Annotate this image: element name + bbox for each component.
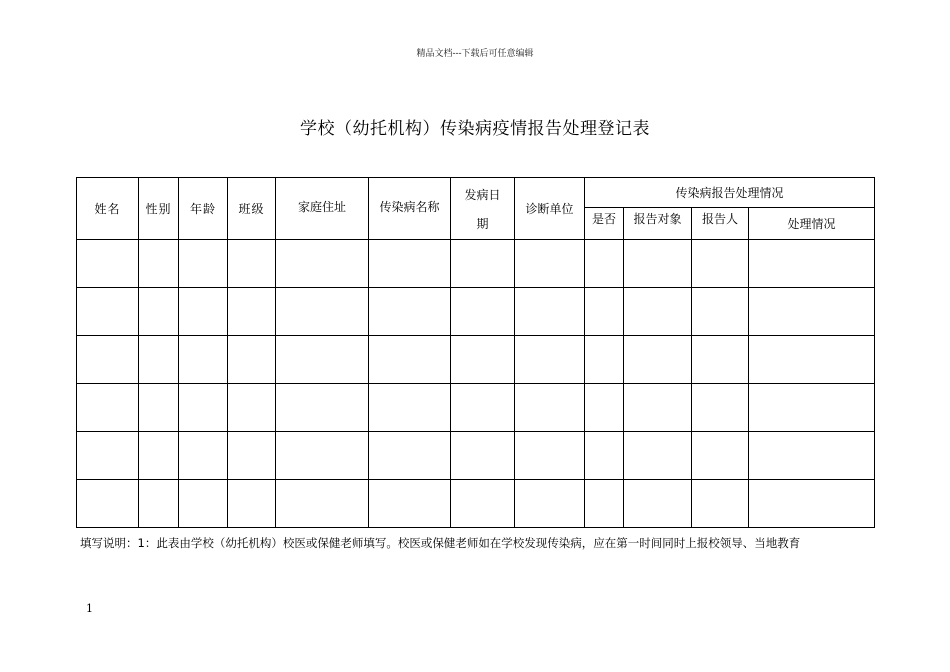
table-cell[interactable] (77, 288, 139, 336)
col-header-age: 年龄 (179, 178, 228, 240)
table-cell[interactable] (139, 240, 179, 288)
table-cell[interactable] (369, 240, 451, 288)
table-row (77, 432, 875, 480)
table-row (77, 336, 875, 384)
table-cell[interactable] (228, 240, 276, 288)
table-cell[interactable] (749, 384, 875, 432)
table-cell[interactable] (585, 288, 624, 336)
table-cell[interactable] (179, 336, 228, 384)
col-header-onset-date-line2: 期 (476, 216, 489, 231)
table-row (77, 384, 875, 432)
table-cell[interactable] (179, 240, 228, 288)
table-cell[interactable] (228, 384, 276, 432)
table-cell[interactable] (77, 336, 139, 384)
col-header-name: 姓名 (77, 178, 139, 240)
col-header-diagnosis-unit: 诊断单位 (515, 178, 585, 240)
table-cell[interactable] (585, 432, 624, 480)
col-header-reported: 是否 (585, 208, 624, 240)
table-cell[interactable] (515, 432, 585, 480)
table-cell[interactable] (139, 384, 179, 432)
table-row (77, 240, 875, 288)
table-cell[interactable] (451, 240, 515, 288)
table-cell[interactable] (228, 288, 276, 336)
table-row (77, 288, 875, 336)
table-cell[interactable] (451, 480, 515, 528)
table-cell[interactable] (139, 288, 179, 336)
col-header-disease: 传染病名称 (369, 178, 451, 240)
table-cell[interactable] (692, 288, 749, 336)
table-cell[interactable] (451, 432, 515, 480)
table-cell[interactable] (139, 336, 179, 384)
table-cell[interactable] (749, 240, 875, 288)
table-cell[interactable] (451, 384, 515, 432)
col-header-address: 家庭住址 (276, 178, 369, 240)
table-cell[interactable] (276, 240, 369, 288)
col-header-onset-date-line1: 发病日 (464, 187, 501, 202)
table-cell[interactable] (228, 336, 276, 384)
table-cell[interactable] (451, 336, 515, 384)
col-header-report-target: 报告对象 (624, 208, 692, 240)
table-cell[interactable] (179, 384, 228, 432)
table-cell[interactable] (77, 432, 139, 480)
footnote: 填写说明：1：此表由学校（幼托机构）校医或保健老师填写。校医或保健老师如在学校发现传染病，应在第一时间同时上报校领导、当地教育 (80, 536, 801, 550)
table-cell[interactable] (585, 384, 624, 432)
table-cell[interactable] (624, 480, 692, 528)
table-cell[interactable] (228, 480, 276, 528)
table-cell[interactable] (692, 384, 749, 432)
table-cell[interactable] (515, 240, 585, 288)
header-note: 精品文档---下载后可任意编辑 (416, 49, 534, 59)
table-row (77, 480, 875, 528)
table-cell[interactable] (692, 480, 749, 528)
col-header-handling: 处理情况 (749, 208, 875, 240)
table-cell[interactable] (77, 480, 139, 528)
page-number: 1 (86, 602, 93, 615)
col-header-class: 班级 (228, 178, 276, 240)
table-cell[interactable] (749, 432, 875, 480)
registration-table (76, 177, 875, 528)
table-cell[interactable] (624, 336, 692, 384)
table-cell[interactable] (139, 480, 179, 528)
table-cell[interactable] (585, 240, 624, 288)
table-cell[interactable] (276, 384, 369, 432)
table-cell[interactable] (276, 288, 369, 336)
col-header-report-group: 传染病报告处理情况 (585, 178, 875, 208)
table-cell[interactable] (515, 480, 585, 528)
table-cell[interactable] (692, 240, 749, 288)
table-cell[interactable] (624, 240, 692, 288)
table-cell[interactable] (585, 480, 624, 528)
table-cell[interactable] (585, 336, 624, 384)
table-cell[interactable] (369, 336, 451, 384)
table-cell[interactable] (624, 432, 692, 480)
table-cell[interactable] (369, 432, 451, 480)
table-cell[interactable] (515, 336, 585, 384)
table-cell[interactable] (749, 480, 875, 528)
document-title: 学校（幼托机构）传染病疫情报告处理登记表 (300, 119, 650, 139)
table-cell[interactable] (624, 288, 692, 336)
table-cell[interactable] (369, 288, 451, 336)
table-cell[interactable] (369, 480, 451, 528)
table-cell[interactable] (749, 288, 875, 336)
col-header-gender: 性别 (139, 178, 179, 240)
table-cell[interactable] (77, 384, 139, 432)
table-cell[interactable] (369, 384, 451, 432)
table-cell[interactable] (276, 432, 369, 480)
table-cell[interactable] (692, 336, 749, 384)
table-cell[interactable] (624, 384, 692, 432)
table-cell[interactable] (451, 288, 515, 336)
table-cell[interactable] (139, 432, 179, 480)
col-header-onset-date (451, 178, 515, 240)
table-cell[interactable] (276, 336, 369, 384)
table-cell[interactable] (515, 384, 585, 432)
table-cell[interactable] (179, 432, 228, 480)
table-cell[interactable] (276, 480, 369, 528)
table-cell[interactable] (692, 432, 749, 480)
col-header-reporter: 报告人 (692, 208, 749, 240)
table-cell[interactable] (179, 480, 228, 528)
table-cell[interactable] (179, 288, 228, 336)
table-cell[interactable] (77, 240, 139, 288)
table-cell[interactable] (515, 288, 585, 336)
table-cell[interactable] (228, 432, 276, 480)
table-cell[interactable] (749, 336, 875, 384)
